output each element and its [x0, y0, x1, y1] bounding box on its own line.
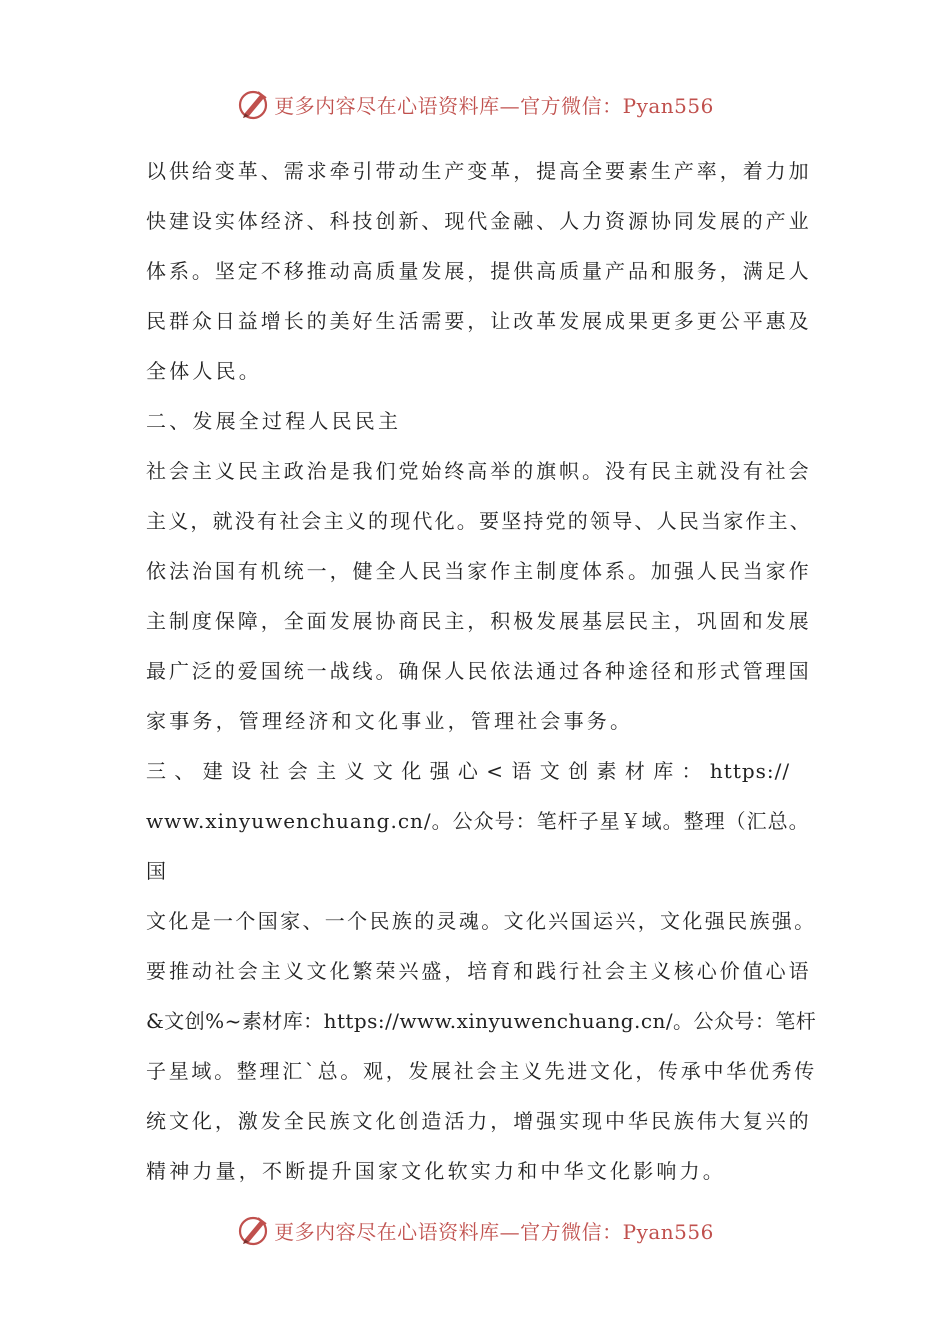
text-line: 全体人民。 [146, 359, 262, 383]
footer-text: 更多内容尽在心语资料库—官方微信：Pyan556 [274, 1219, 714, 1244]
text-line: 最广泛的爱国统一战线。确保人民依法通过各种途径和形式管理国 [146, 659, 812, 683]
pen-circle-logo-icon [236, 87, 270, 121]
text-line: 快建设实体经济、科技创新、现代金融、人力资源协同发展的产业 [146, 209, 812, 233]
text-line: 依法治国有机统一，健全人民当家作主制度体系。加强人民当家作 [146, 559, 812, 583]
pen-circle-logo-icon [236, 1213, 270, 1247]
header-text: 更多内容尽在心语资料库—官方微信：Pyan556 [274, 93, 714, 118]
footer-banner [0, 1210, 950, 1250]
text-line: 家事务，管理经济和文化事业，管理社会事务。 [146, 709, 634, 733]
text-line: 统文化，激发全民族文化创造活力，增强实现中华民族伟大复兴的 [146, 1109, 812, 1133]
text-line: www.xinyuwenchuang.cn/。公众号：笔杆子星￥域。整理（汇总。 [146, 809, 810, 833]
text-line: 文化是一个国家、一个民族的灵魂。文化兴国运兴，文化强民族强。 [146, 909, 817, 933]
document-body [146, 146, 816, 1196]
text-line: 要推动社会主义文化繁荣兴盛，培育和践行社会主义核心价值心语 [146, 959, 812, 983]
text-line: 体系。坚定不移推动高质量发展，提供高质量产品和服务，满足人 [146, 259, 812, 283]
text-line: 主义，就没有社会主义的现代化。要坚持党的领导、人民当家作主、 [146, 509, 812, 533]
text-line: 民群众日益增长的美好生活需要，让改革发展成果更多更公平惠及 [146, 309, 812, 333]
text-line: 精神力量，不断提升国家文化软实力和中华文化影响力。 [146, 1159, 726, 1183]
section-heading: 三 、 建 设 社 会 主 义 文 化 强 心 < 语 文 创 素 材 库 ： https:// [146, 759, 791, 783]
text-line: 社会主义民主政治是我们党始终高举的旗帜。没有民主就没有社会 [146, 459, 812, 483]
text-line: 主制度保障，全面发展协商民主，积极发展基层民主，巩固和发展 [146, 609, 812, 633]
header-banner [0, 84, 950, 124]
text-line: 子星域。整理汇`总。观，发展社会主义先进文化，传承中华优秀传 [146, 1059, 817, 1083]
text-line: 国 [146, 859, 170, 883]
text-line: &文创%~素材库：https://www.xinyuwenchuang.cn/。公众号：笔杆 [146, 1009, 817, 1033]
text-line: 以供给变革、需求牵引带动生产变革，提高全要素生产率，着力加 [146, 159, 812, 183]
section-heading: 二、发展全过程人民民主 [146, 409, 402, 433]
